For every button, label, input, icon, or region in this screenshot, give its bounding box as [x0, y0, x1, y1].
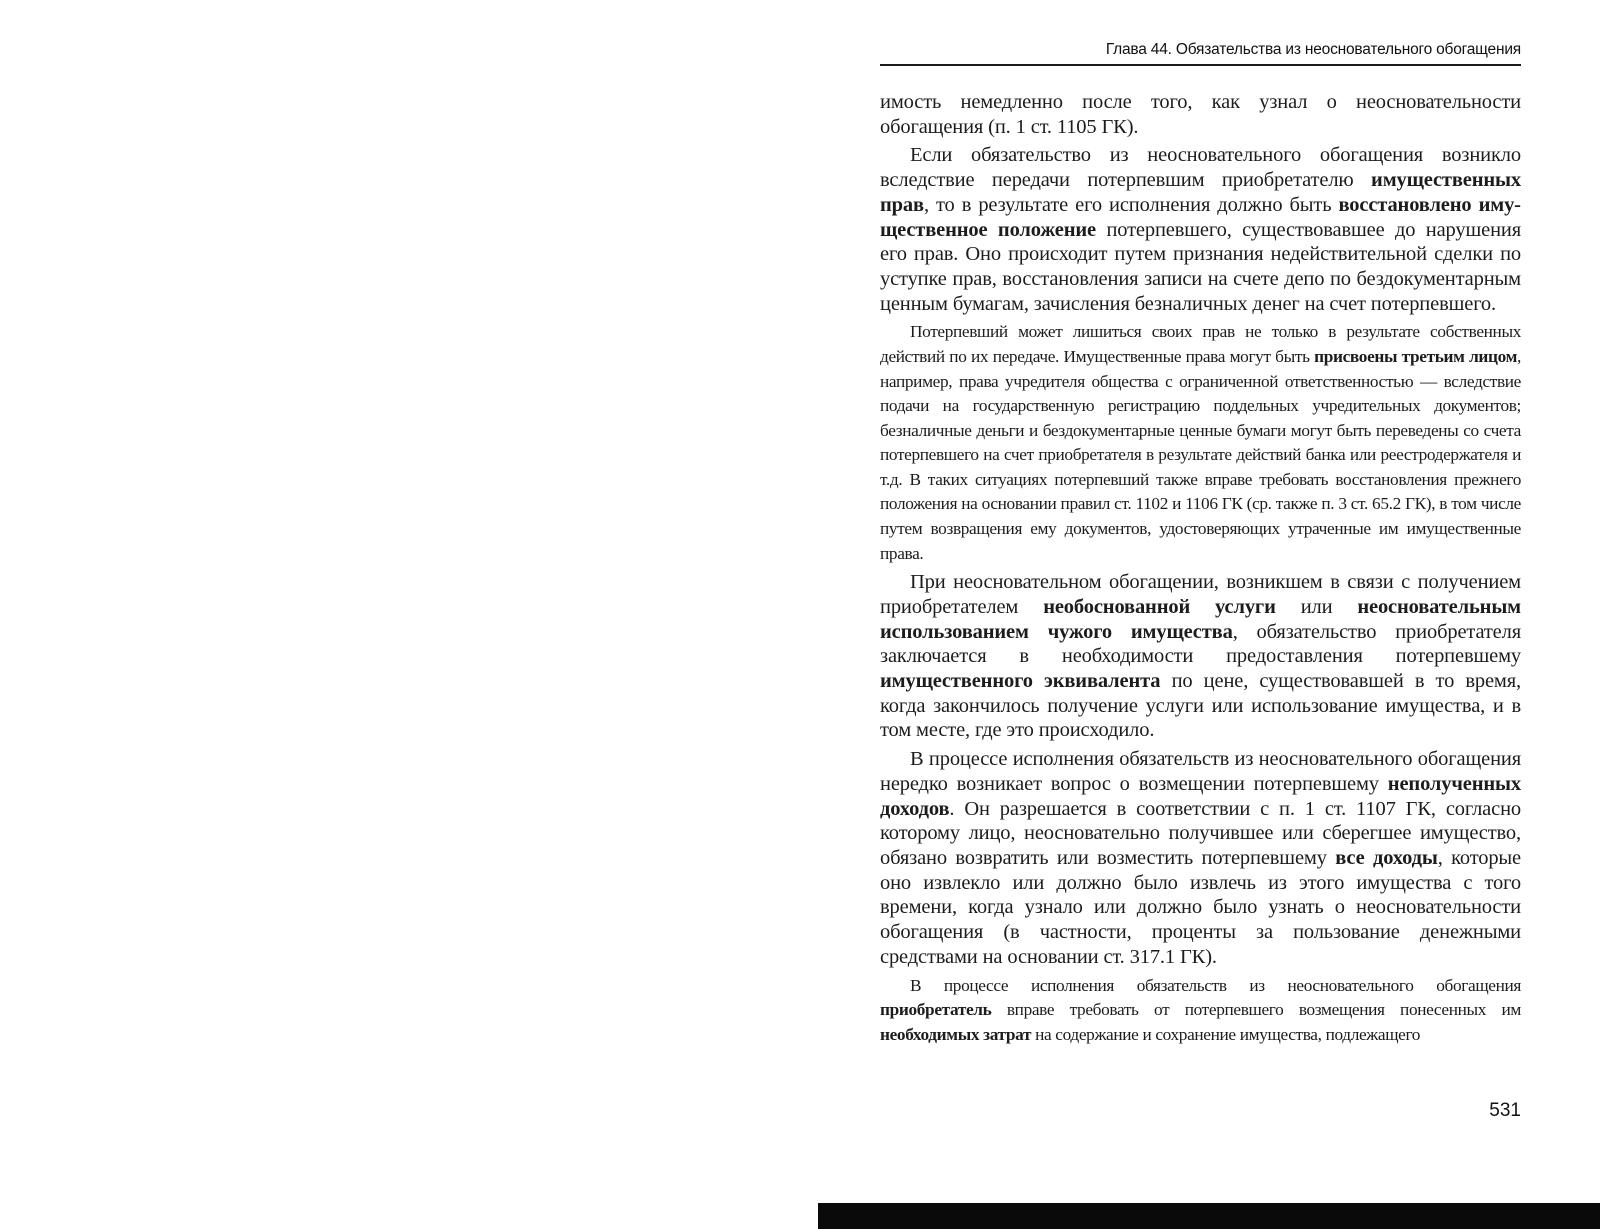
text-run: на содержание и сохранение имущества, подлежащего [1031, 1024, 1421, 1044]
text-run: , например, права учредителя общества с ограниченной ответственностью — вследствие подачи на государственную регистрацию поддельных учредительных документов; безналичные деньги и бездокументарные ценные бумаги могут быть переведены со счета потерпевшего на счет приобретателя в результате действий банка или реестродержателя и т.д. В таких ситуациях потерпевший также вправе требовать восстановления прежнего положения на основании правил ст. 1102 и 1106 ГК (ср. также п. 3 ст. 65.2 ГК), в том числе путем возвращения ему документов, удостоверяющих утраченные им имущественные права. [880, 346, 1521, 563]
paragraph-p6 [880, 974, 1521, 1048]
text-run: В процессе исполнения обязательств из неосновательного обогащения нередко возникает вопрос о возмещении потерпевшему [880, 748, 1521, 795]
bold-term: приобретатель [880, 1000, 992, 1020]
text-run: потерпевшего, существовавшее до нарушения его прав. Оно происходит путем признания недействительной сделки по уступке прав, восстановления записи на счете депо по бездокументарным ценным бумагам, зачисления безналичных денег на счет потерпевшего. [880, 218, 1521, 315]
book-page [880, 30, 1521, 1047]
text-run: В процессе исполнения обязательств из неосновательного обогащения [910, 975, 1521, 995]
text-run: При неосновательном обогащении, возникшем в связи с получением приобретателем [880, 571, 1521, 618]
bold-term: присвоены третьим лицом [1314, 346, 1518, 366]
bold-term: необоснованной услуги [1043, 595, 1276, 618]
page-number: 531 [1489, 1100, 1521, 1121]
bold-term: неосновательным использованием чужого имущества [880, 595, 1521, 643]
text-run: , то в результате его исполнения должно быть [923, 193, 1339, 216]
paragraph-p2 [880, 143, 1521, 316]
scan-edge-bar [818, 1203, 1600, 1229]
text-run: или [1275, 595, 1358, 618]
body-text [880, 90, 1521, 1047]
running-head: Глава 44. Обязательства из неосновательного обогащения [1105, 41, 1521, 58]
header-rule [880, 64, 1521, 66]
paragraph-p1 [880, 90, 1521, 139]
text-run: , обязательство приобретателя заключается в необходимости предоставления потерпевшему [880, 620, 1521, 668]
text-run: . Он разрешается в соответствии с п. 1 ст. 1107 ГК, согласно которому лицо, неосновательно получившее или сберегшее имущество, обязано возвратить или возместить потерпевшему [880, 797, 1521, 869]
paragraph-p4 [880, 570, 1521, 743]
text-run: , которые оно извлекло или должно было извлечь из этого имущества с того времени, когда узнало или должно было узнать о неосновательности обогащения (в частности, проценты за пользование денежными средствами на основании ст. 317.1 ГК). [880, 847, 1522, 968]
bold-term: имущественных прав [880, 169, 1521, 216]
text-run: Если обязательство из неосновательного обогащения возникло вследствие передачи потерпевшим приобретателю [880, 144, 1521, 192]
bold-term: восстановлено имущественное положение [880, 193, 1521, 241]
text-run: имость немедленно после того, как узнал о неосновательности обогащения (п. 1 ст. 1105 ГК). [880, 91, 1521, 138]
text-run: Потерпевший может лишиться своих прав не только в результате собственных действий по их передаче. Имущественные права могут быть [880, 322, 1521, 366]
bold-term: неполученных доходов [880, 772, 1521, 820]
paragraph-p3 [880, 320, 1521, 566]
text-run: по цене, существовавшей в то время, когда закончилось получение услуги или использование имущества, и в том месте, где это происходило. [880, 670, 1521, 742]
text-run: вправе требовать от потерпевшего возмещения понесенных им [991, 1000, 1521, 1020]
bold-term: имущественного эквивалента [880, 670, 1161, 693]
bold-term: необходимых затрат [880, 1024, 1032, 1044]
paragraph-p5 [880, 747, 1521, 969]
bold-term: все доходы [1335, 847, 1438, 869]
